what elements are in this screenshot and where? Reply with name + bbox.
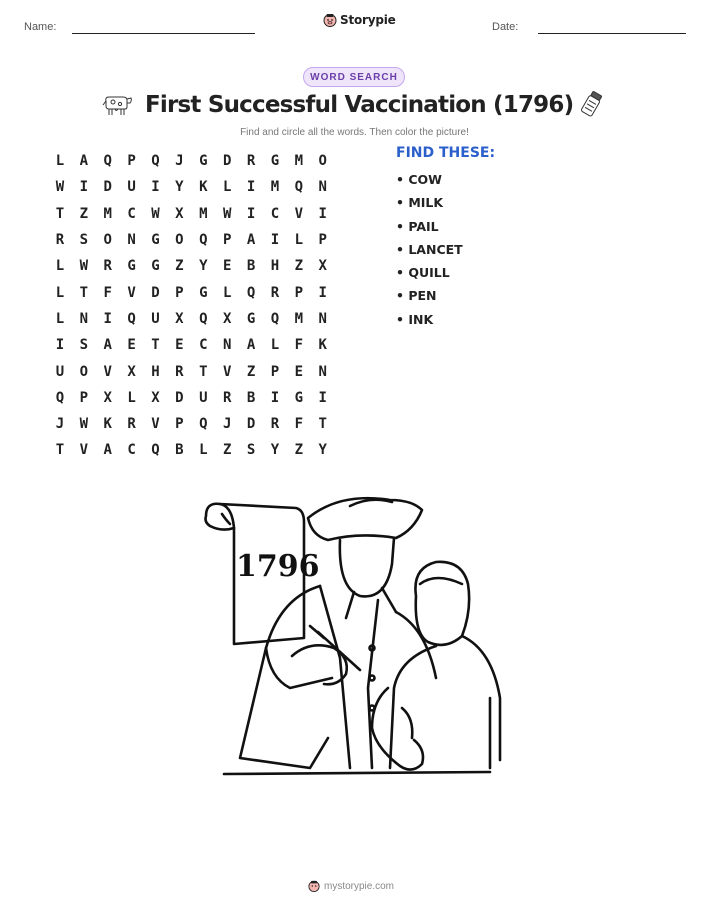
grid-cell[interactable]: B [246, 258, 256, 275]
grid-cell[interactable]: V [103, 363, 112, 380]
grid-cell[interactable]: C [127, 205, 136, 222]
header [0, 0, 709, 40]
grid-cell[interactable]: O [318, 153, 327, 170]
grid-cell[interactable]: D [222, 153, 232, 170]
word-list-item: • PAIL [396, 219, 463, 242]
grid-cell[interactable]: I [318, 205, 327, 222]
grid-cell[interactable]: L [127, 389, 136, 406]
grid-cell[interactable]: Z [246, 363, 256, 380]
grid-cell[interactable]: V [151, 416, 160, 433]
grid-cell[interactable]: I [103, 310, 112, 327]
grid-cell[interactable]: G [270, 153, 280, 170]
cow-icon [101, 92, 133, 118]
grid-cell[interactable]: I [151, 179, 160, 196]
grid-cell[interactable]: P [79, 389, 89, 406]
grid-cell[interactable]: K [318, 337, 327, 354]
vaccination-illustration [200, 488, 510, 788]
grid-cell[interactable]: L [270, 337, 280, 354]
grid-cell[interactable]: V [222, 363, 232, 380]
grid-cell[interactable]: Q [294, 179, 304, 196]
grid-cell[interactable]: Z [79, 205, 89, 222]
grid-cell[interactable]: R [175, 363, 184, 380]
grid-cell[interactable]: U [199, 389, 208, 406]
grid-row [48, 174, 335, 200]
grid-cell[interactable]: I [318, 284, 327, 301]
grid-row [48, 306, 335, 332]
name-field-line[interactable] [72, 33, 255, 34]
grid-cell[interactable]: L [294, 232, 304, 249]
grid-cell[interactable]: S [79, 337, 89, 354]
grid-cell[interactable]: A [103, 442, 112, 459]
date-label: Date: [492, 21, 519, 33]
grid-cell[interactable]: M [103, 205, 112, 222]
grid-cell[interactable]: J [175, 153, 184, 170]
grid-cell[interactable]: I [270, 232, 280, 249]
grid-cell[interactable]: O [103, 232, 112, 249]
grid-cell[interactable]: R [246, 153, 256, 170]
grid-cell[interactable]: Z [175, 258, 184, 275]
grid-cell[interactable]: A [246, 232, 256, 249]
grid-cell[interactable]: G [151, 232, 160, 249]
grid-cell[interactable]: Y [318, 442, 327, 459]
grid-cell[interactable]: P [222, 232, 232, 249]
word-list-item: • QUILL [396, 265, 463, 288]
grid-cell[interactable]: U [151, 310, 160, 327]
scroll-year: 1796 [236, 549, 320, 584]
grid-cell[interactable]: G [199, 153, 208, 170]
grid-cell[interactable]: Q [151, 153, 160, 170]
grid-cell[interactable]: R [222, 389, 232, 406]
grid-cell[interactable]: Y [199, 258, 208, 275]
grid-cell[interactable]: K [103, 416, 112, 433]
grid-cell[interactable]: L [199, 442, 208, 459]
grid-cell[interactable]: I [318, 389, 327, 406]
grid-cell[interactable]: Q [151, 442, 160, 459]
grid-row [48, 437, 335, 463]
grid-cell[interactable]: J [55, 416, 65, 433]
grid-cell[interactable]: O [175, 232, 184, 249]
grid-cell[interactable]: X [222, 310, 232, 327]
pig-mascot-icon [308, 880, 320, 892]
grid-cell[interactable]: T [55, 442, 65, 459]
grid-cell[interactable]: F [103, 284, 112, 301]
grid-cell[interactable]: C [270, 205, 280, 222]
grid-row [48, 253, 335, 279]
grid-cell[interactable]: G [127, 258, 136, 275]
grid-cell[interactable]: O [79, 363, 89, 380]
grid-cell[interactable]: D [246, 416, 256, 433]
grid-cell[interactable]: N [222, 337, 232, 354]
grid-cell[interactable]: F [294, 416, 304, 433]
grid-cell[interactable]: R [270, 416, 280, 433]
footer-url[interactable]: mystorypie.com [324, 880, 395, 892]
grid-cell[interactable]: U [55, 363, 65, 380]
grid-row [48, 358, 335, 384]
grid-cell[interactable]: Z [222, 442, 232, 459]
grid-cell[interactable]: X [127, 363, 136, 380]
grid-cell[interactable]: Q [55, 389, 65, 406]
grid-cell[interactable]: K [199, 179, 208, 196]
grid-cell[interactable]: G [151, 258, 160, 275]
vaccine-vial-icon [578, 90, 604, 120]
grid-cell[interactable]: R [270, 284, 280, 301]
grid-cell[interactable]: L [55, 153, 65, 170]
grid-cell[interactable]: A [79, 153, 89, 170]
grid-cell[interactable]: B [246, 389, 256, 406]
grid-row [48, 332, 335, 358]
grid-cell[interactable]: L [222, 179, 232, 196]
grid-cell[interactable]: X [103, 389, 112, 406]
word-list-item: • MILK [396, 195, 463, 218]
grid-cell[interactable]: Q [103, 153, 112, 170]
grid-cell[interactable]: Y [175, 179, 184, 196]
brand-name: Storypie [340, 13, 396, 27]
grid-row [48, 411, 335, 437]
grid-cell[interactable]: B [175, 442, 184, 459]
grid-cell[interactable]: I [55, 337, 65, 354]
grid-cell[interactable]: E [175, 337, 184, 354]
grid-cell[interactable]: P [318, 232, 327, 249]
grid-cell[interactable]: W [222, 205, 232, 222]
grid-cell[interactable]: X [175, 205, 184, 222]
grid-cell[interactable]: Y [270, 442, 280, 459]
grid-cell[interactable]: Q [199, 310, 208, 327]
grid-cell[interactable]: N [318, 179, 327, 196]
grid-cell[interactable]: L [55, 284, 65, 301]
grid-cell[interactable]: M [270, 179, 280, 196]
grid-cell[interactable]: J [222, 416, 232, 433]
grid-cell[interactable]: I [79, 179, 89, 196]
grid-cell[interactable]: F [294, 337, 304, 354]
grid-cell[interactable]: D [175, 389, 184, 406]
word-list [396, 172, 463, 335]
grid-cell[interactable]: Q [199, 416, 208, 433]
grid-cell[interactable]: Q [127, 310, 136, 327]
grid-cell[interactable]: G [199, 284, 208, 301]
grid-cell[interactable]: L [222, 284, 232, 301]
grid-cell[interactable]: R [127, 416, 136, 433]
grid-cell[interactable]: M [294, 310, 304, 327]
grid-cell[interactable]: X [318, 258, 327, 275]
grid-cell[interactable]: P [270, 363, 280, 380]
grid-cell[interactable]: T [79, 284, 89, 301]
brand-logo [323, 13, 396, 27]
word-list-title: FIND THESE: [396, 145, 496, 161]
grid-row [48, 148, 335, 174]
grid-cell[interactable]: V [127, 284, 136, 301]
grid-cell[interactable]: N [127, 232, 136, 249]
grid-cell[interactable]: V [294, 205, 304, 222]
word-list-item: • INK [396, 312, 463, 335]
grid-cell[interactable]: A [246, 337, 256, 354]
grid-cell[interactable]: W [55, 179, 65, 196]
grid-cell[interactable]: G [246, 310, 256, 327]
grid-cell[interactable]: X [151, 389, 160, 406]
grid-cell[interactable]: M [199, 205, 208, 222]
grid-cell[interactable]: Z [294, 258, 304, 275]
grid-cell[interactable]: W [79, 416, 89, 433]
grid-cell[interactable]: D [151, 284, 160, 301]
grid-cell[interactable]: P [294, 284, 304, 301]
word-list-item: • PEN [396, 288, 463, 311]
grid-cell[interactable]: N [79, 310, 89, 327]
grid-cell[interactable]: S [246, 442, 256, 459]
grid-cell[interactable]: L [55, 310, 65, 327]
grid-row [48, 279, 335, 305]
grid-cell[interactable]: P [175, 284, 184, 301]
page-title: First Successful Vaccination (1796) [145, 92, 574, 118]
grid-cell[interactable]: Q [246, 284, 256, 301]
grid-row [48, 201, 335, 227]
grid-cell[interactable]: P [127, 153, 136, 170]
word-search-badge: WORD SEARCH [303, 67, 405, 87]
grid-cell[interactable]: W [151, 205, 160, 222]
grid-cell[interactable]: Z [294, 442, 304, 459]
grid-cell[interactable]: U [127, 179, 136, 196]
grid-cell[interactable]: I [246, 179, 256, 196]
grid-cell[interactable]: T [199, 363, 208, 380]
grid-cell[interactable]: V [79, 442, 89, 459]
grid-cell[interactable]: T [151, 337, 160, 354]
grid-cell[interactable]: Q [199, 232, 208, 249]
grid-cell[interactable]: H [151, 363, 160, 380]
grid-cell[interactable]: Q [270, 310, 280, 327]
grid-cell[interactable]: D [103, 179, 112, 196]
grid-cell[interactable]: C [199, 337, 208, 354]
grid-cell[interactable]: R [55, 232, 65, 249]
grid-row [48, 385, 335, 411]
word-list-item: • COW [396, 172, 463, 195]
footer [308, 880, 394, 892]
grid-cell[interactable]: I [270, 389, 280, 406]
grid-cell[interactable]: C [127, 442, 136, 459]
grid-cell[interactable]: G [294, 389, 304, 406]
grid-cell[interactable]: H [270, 258, 280, 275]
grid-cell[interactable]: N [318, 310, 327, 327]
grid-cell[interactable]: X [175, 310, 184, 327]
grid-cell[interactable]: T [55, 205, 65, 222]
pig-mascot-icon [323, 13, 337, 27]
grid-cell[interactable]: R [103, 258, 112, 275]
grid-cell[interactable]: E [127, 337, 136, 354]
word-list-item: • LANCET [396, 242, 463, 265]
grid-cell[interactable]: I [246, 205, 256, 222]
grid-cell[interactable]: M [294, 153, 304, 170]
name-label: Name: [24, 21, 57, 33]
grid-cell[interactable]: W [79, 258, 89, 275]
instructions: Find and circle all the words. Then color the picture! [240, 127, 469, 138]
grid-cell[interactable]: N [318, 363, 327, 380]
grid-cell[interactable]: E [222, 258, 232, 275]
grid-cell[interactable]: S [79, 232, 89, 249]
grid-cell[interactable]: P [175, 416, 184, 433]
grid-cell[interactable]: E [294, 363, 304, 380]
grid-cell[interactable]: T [318, 416, 327, 433]
word-search-grid [48, 148, 335, 464]
grid-cell[interactable]: A [103, 337, 112, 354]
grid-cell[interactable]: L [55, 258, 65, 275]
grid-row [48, 227, 335, 253]
date-field-line[interactable] [538, 33, 686, 34]
